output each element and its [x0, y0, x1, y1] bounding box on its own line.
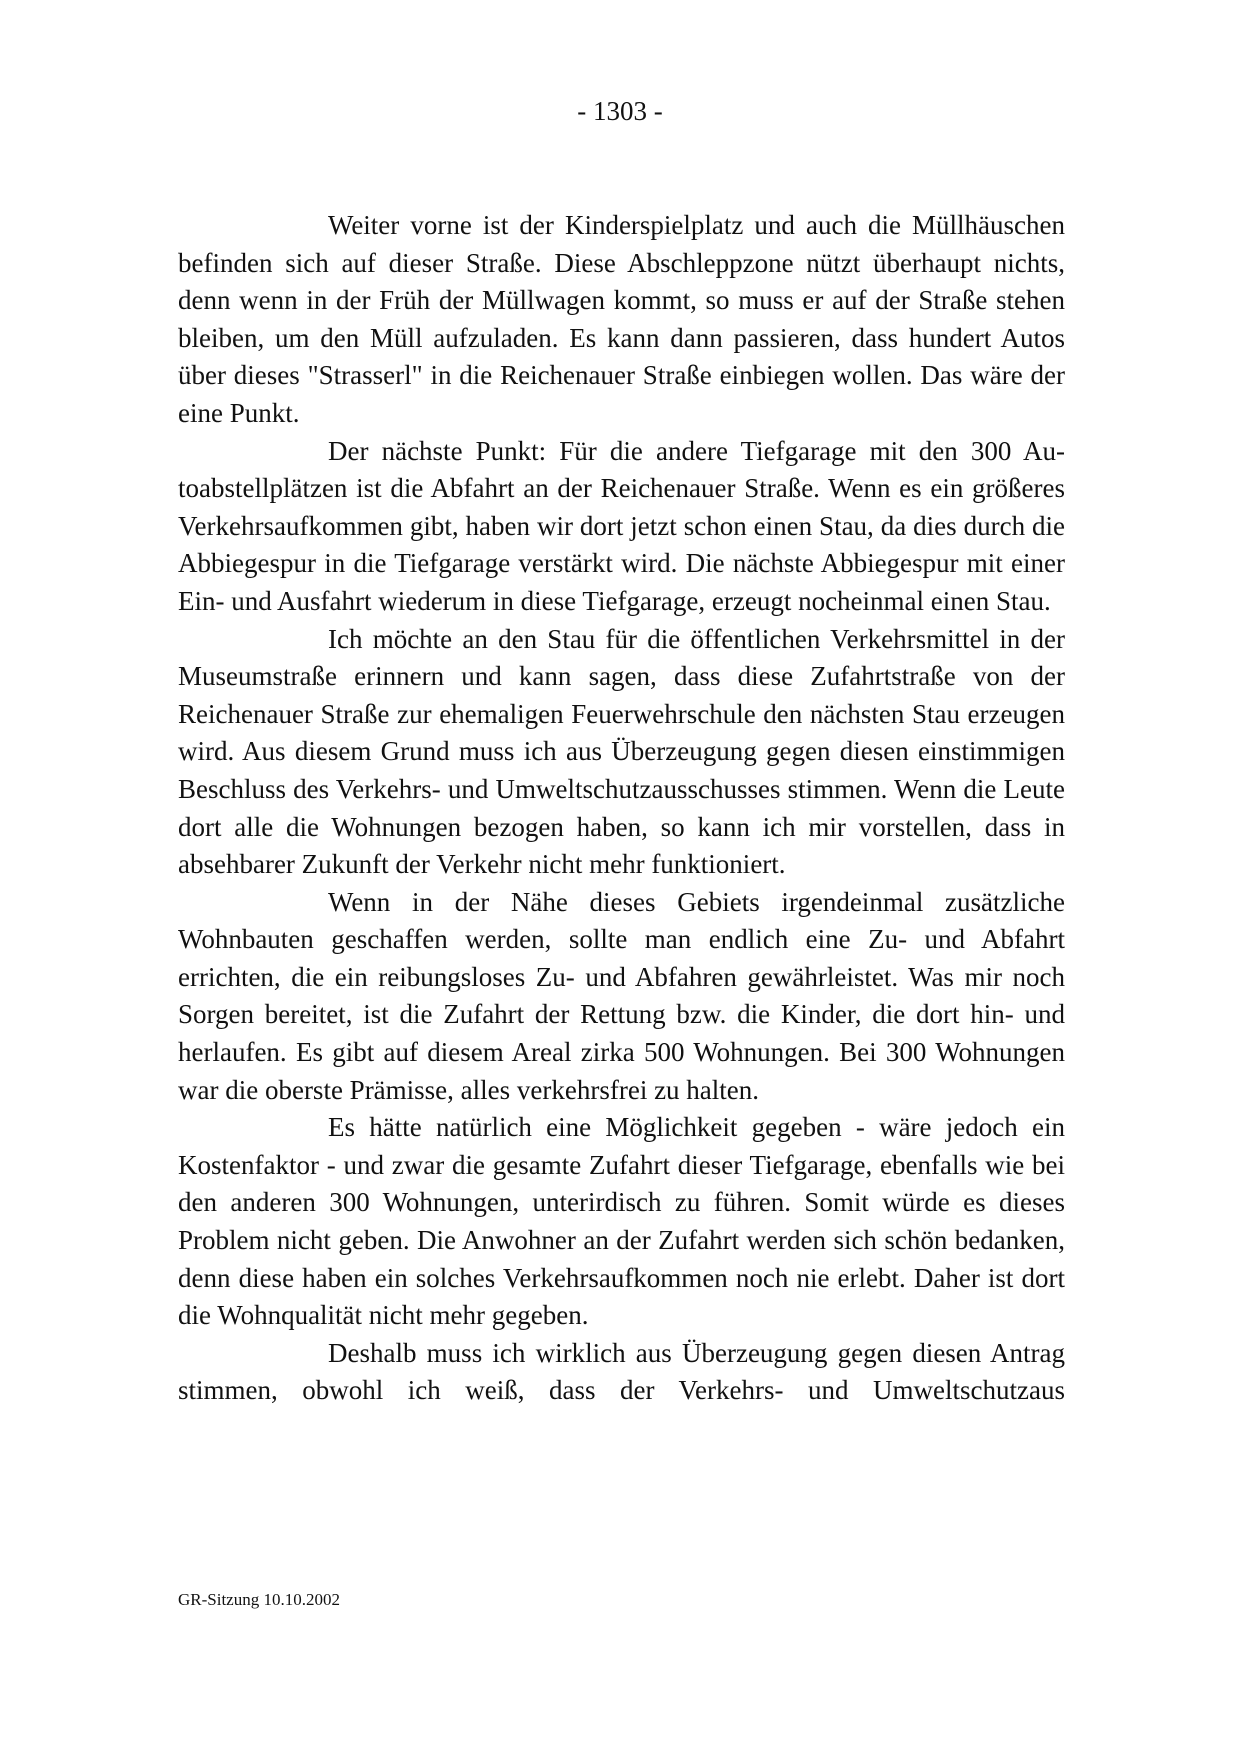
- page-number: - 1303 -: [577, 96, 663, 126]
- paragraph: Der nächste Punkt: Für die andere Tiefgarage mit den 300 Autoabstellplätzen ist die Abfahrt an der Reichenauer Straße. Wenn es ein größeres Verkehrsaufkommen gibt, haben wir dort jetzt schon einen Stau, da dies durch die Abbiegespur in die Tiefgarage verstärkt wird. Die nächste Abbiegespur mit einer Ein- und Ausfahrt wiederum in diese Tiefgarage, erzeugt nocheinmal einen Stau.: [178, 435, 1065, 616]
- paragraph: Ich möchte an den Stau für die öffentlichen Verkehrsmittel in der Museumstraße erinnern und kann sagen, dass diese Zufahrtstraße von der Reichenauer Straße zur ehemaligen Feuerwehrschule den nächsten Stau erzeugen wird. Aus diesem Grund muss ich aus Überzeugung gegen diesen einstimmigen Beschluss des Verkehrs- und Umweltschutzausschusses stimmen. Wenn die Leute dort alle die Wohnungen bezogen haben, so kann ich mir vorstellen, dass in absehbarer Zukunft der Verkehr nicht mehr funktioniert.: [178, 623, 1065, 880]
- paragraph: Weiter vorne ist der Kinderspielplatz und auch die Müllhäuschen befinden sich auf dieser Straße. Diese Abschleppzone nützt überhaupt nichts, denn wenn in der Früh der Müllwagen kommt, so muss er auf der Straße stehen bleiben, um den Müll aufzuladen. Es kann dann passieren, dass hundert Autos über dieses "Strasserl" in die Reichenauer Straße einbiegen wollen. Das wäre der eine Punkt.: [178, 210, 1065, 428]
- footer-session-label: GR-Sitzung 10.10.2002: [178, 1590, 340, 1609]
- paragraph: Es hätte natürlich eine Möglichkeit gegeben - wäre jedoch ein Kostenfaktor - und zwar die gesamte Zufahrt dieser Tiefgarage, ebenfalls wie bei den anderen 300 Wohnungen, unterirdisch zu führen. Somit würde es dieses Problem nicht geben. Die Anwohner an der Zufahrt werden sich schön bedanken, denn diese haben ein solches Verkehrsaufkommen noch nie erlebt. Daher ist dort die Wohnqualität nicht mehr gegeben.: [178, 1112, 1065, 1331]
- body-text: [178, 207, 1065, 1410]
- paragraph: Deshalb muss ich wirklich aus Überzeugung gegen diesen Antrag stimmen, obwohl ich weiß, dass der Verkehrs- und Umweltschutzaus: [178, 1337, 1065, 1406]
- paragraph: Wenn in der Nähe dieses Gebiets irgendeinmal zusätzliche Wohnbauten geschaffen werden, sollte man endlich eine Zu- und Abfahrt errichten, die ein reibungsloses Zu- und Abfahren gewährleistet. Was mir noch Sorgen bereitet, ist die Zufahrt der Rettung bzw. die Kinder, die dort hin- und herlaufen. Es gibt auf diesem Areal zirka 500 Wohnungen. Bei 300 Wohnungen war die oberste Prämisse, alles verkehrsfrei zu halten.: [178, 886, 1065, 1105]
